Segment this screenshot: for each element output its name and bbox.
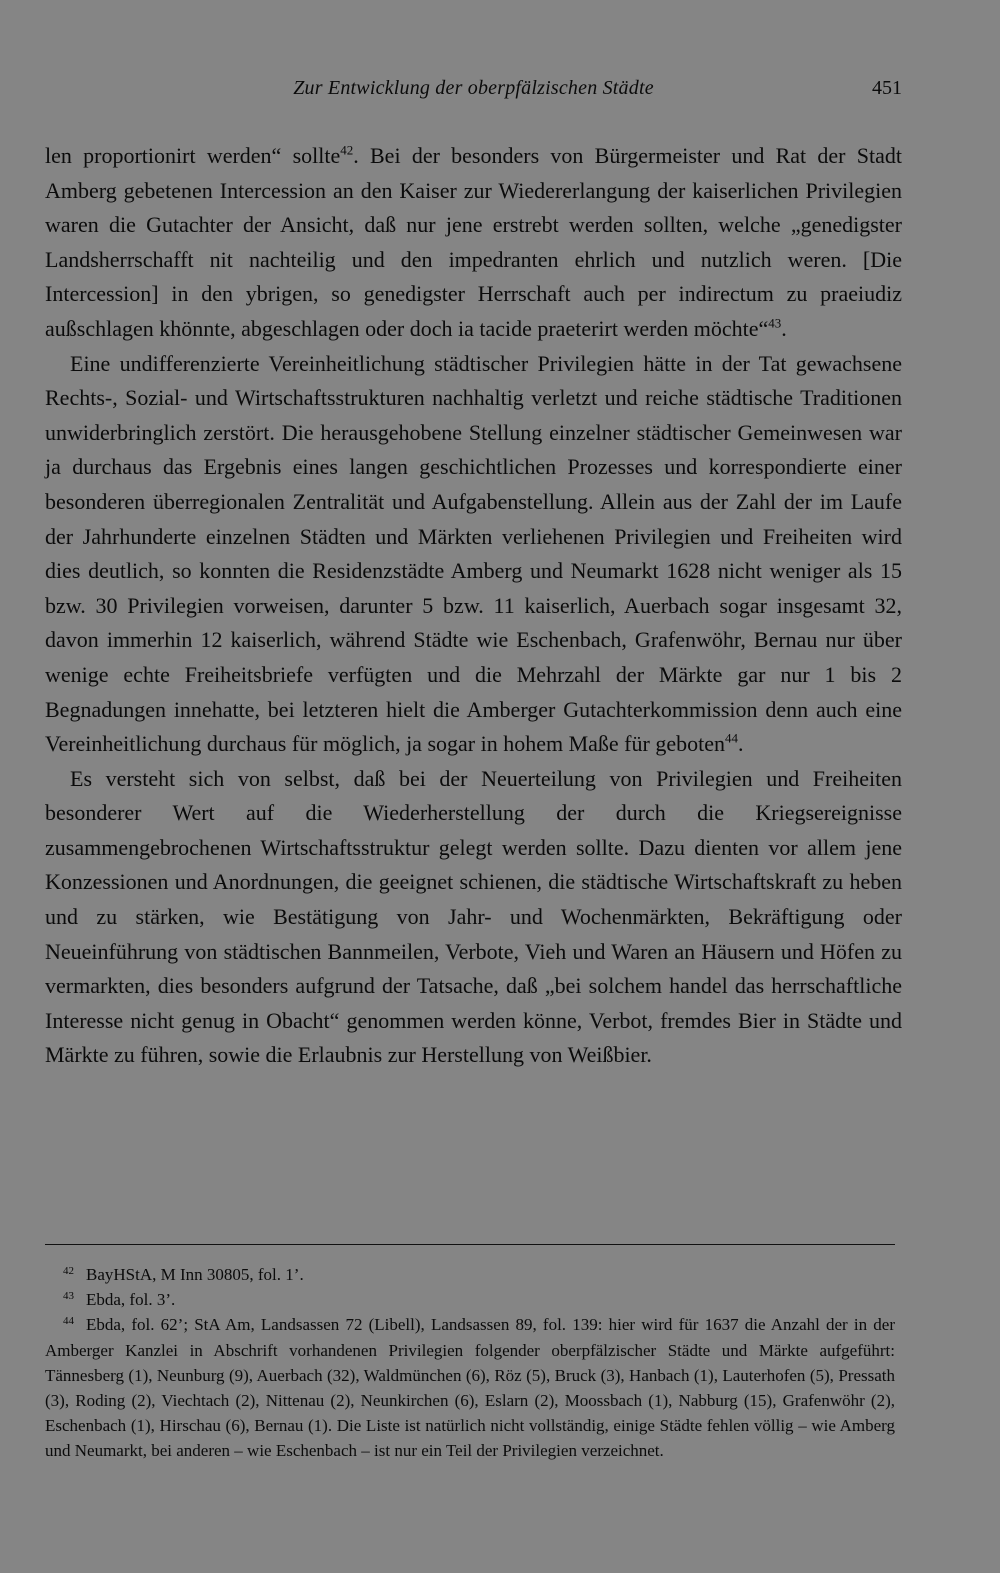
paragraph-text: len proportionirt werden“ sollte xyxy=(45,143,341,168)
footnote-text: BayHStA, M Inn 30805, fol. 1’. xyxy=(86,1265,304,1284)
paragraph-3 xyxy=(45,762,902,1073)
footnote-mark: 43 xyxy=(63,1290,74,1303)
page-number: 451 xyxy=(872,77,902,99)
paragraph-text: . xyxy=(781,315,787,341)
footnote-text: Ebda, fol. 62’; StA Am, Landsassen 72 (Libell), Landsassen 89, fol. 139: hier wird für 1637 die Anzahl der in der Amberger Kanzlei in Abschrift vorhandenen Privilegien folgender oberpfälzischer Städte und Märkte aufgeführt: Tännesberg (1), Neunburg (9), Auerbach (32), Waldmünchen (6), Röz (5), Bruck (3), Hanbach (1), Lauterhofen (5), Pressath (3), Roding (2), Viechtach (2), Nittenau (2), Neunkirchen (6), Eslarn (2), Moossbach (1), Nabburg (15), Grafenwöhr (2), Eschenbach (1), Hirschau (6), Bernau (1). Die Liste ist natürlich nicht vollständig, einige Städte fehlen völlig – wie Amberg und Neumarkt, bei anderen – wie Eschenbach – ist nur ein Teil der Privilegien verzeichnet. xyxy=(45,1315,895,1461)
footnote-ref-42[interactable]: 42 xyxy=(340,142,354,158)
footnote-43 xyxy=(45,1287,895,1312)
body-text xyxy=(45,139,902,1073)
paragraph-text: . Bei der besonders von Bürgermeister und Rat der Stadt Amberg gebetenen Intercession an den Kaiser zur Wiedererlangung der kaiserlichen Privilegien waren die Gutachter der Ansicht, daß nur jene erstrebt werden sollten, welche „genedigster Landsherrschafft nit nachteilig und den impedranten ehrlich und nutzlich weren. [Die Intercession] in den ybrigen, so genedigster Herrschaft auch per indirectum zu praeiudiz außschlagen khönnte, abgeschlagen oder doch ia tacide praeterirt werden möchte“ xyxy=(45,143,902,341)
paragraph-2 xyxy=(45,347,902,762)
footnotes xyxy=(45,1262,895,1464)
paragraph-text: Es versteht sich von selbst, daß bei der Neuerteilung von Privilegien und Freiheiten besonderer Wert auf die Wiederherstellung der durch die Kriegsereignisse zusammengebrochenen Wirtschaftsstruktur gelegt werden sollte. Dazu dienten vor allem jene Konzessionen und Anordnungen, die geeignet schienen, die städtische Wirtschaftskraft zu heben und zu stärken, wie Bestätigung von Jahr- und Wochenmärkten, Bekräftigung oder Neueinführung von städtischen Bannmeilen, Verbote, Vieh und Waren an Häusern und Höfen zu vermarkten, dies besonders aufgrund der Tatsache, daß „bei solchem handel das herrschaftliche Interesse nicht genug in Obacht“ genommen werden könne, Verbot, fremdes Bier in Städte und Märkte zu führen, sowie die Erlaubnis zur Herstellung von Weißbier. xyxy=(45,765,902,1068)
footnote-ref-43[interactable]: 43 xyxy=(768,315,782,331)
paragraph-1 xyxy=(45,139,902,347)
paragraph-text: Eine undifferenzierte Vereinheitlichung städtischer Privilegien hätte in der Tat gewachsene Rechts-, Sozial- und Wirtschaftsstrukturen nachhaltig verletzt und reiche städtische Traditionen unwiderbringlich zerstört. Die herausgehobene Stellung einzelner städtischer Gemeinwesen war ja durchaus das Ergebnis eines langen geschichtlichen Prozesses und korrespondierte einer besonderen überregionalen Zentralität und Aufgabenstellung. Allein aus der Zahl der im Laufe der Jahrhunderte einzelnen Städten und Märkten verliehenen Privilegien und Freiheiten wird dies deutlich, so konnten die Residenzstädte Amberg und Neumarkt 1628 nicht weniger als 15 bzw. 30 Privilegien vorweisen, darunter 5 bzw. 11 kaiserlich, Auerbach sogar insgesamt 32, davon immerhin 12 kaiserlich, während Städte wie Eschenbach, Grafenwöhr, Bernau nur über wenige echte Freiheitsbriefe verfügten und die Mehrzahl der Märkte gar nur 1 bis 2 Begnadungen innehatte, bei letzteren hielt die Amberger Gutachterkommission denn auch eine Vereinheitlichung durchaus für möglich, ja sogar in hohem Maße für geboten xyxy=(45,350,902,757)
footnote-44 xyxy=(45,1312,895,1463)
footnote-divider xyxy=(45,1244,895,1245)
running-header xyxy=(45,74,902,104)
paragraph-text: . xyxy=(737,731,744,757)
footnote-mark: 42 xyxy=(63,1265,74,1277)
footnote-42 xyxy=(45,1262,895,1287)
footnote-mark: 44 xyxy=(63,1315,74,1328)
running-title: Zur Entwicklung der oberpfälzischen Städte xyxy=(293,77,654,99)
footnote-ref-44[interactable]: 44 xyxy=(724,730,738,746)
footnote-text: Ebda, fol. 3’. xyxy=(86,1290,176,1310)
